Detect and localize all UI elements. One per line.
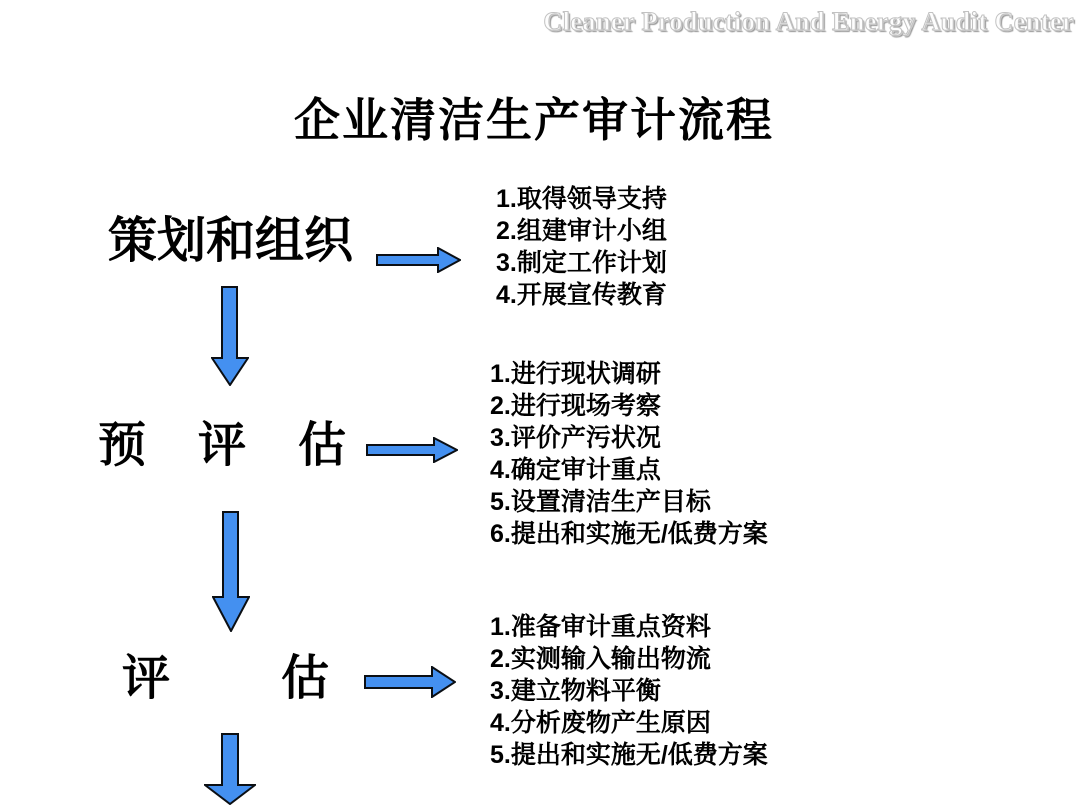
- stage-label-planning-and-organization: 策划和组织: [108, 213, 354, 268]
- list-item: 5.设置清洁生产目标: [490, 488, 711, 516]
- right-arrow-icon: [364, 666, 456, 698]
- right-arrow-icon: [376, 247, 461, 273]
- down-arrow-icon: [212, 511, 250, 632]
- list-item: 2.实测输入输出物流: [490, 645, 711, 673]
- list-item: 2.组建审计小组: [496, 217, 667, 245]
- stage-label-assessment: 评 估: [122, 652, 335, 705]
- down-arrow-icon: [204, 733, 256, 805]
- list-item: 1.进行现状调研: [490, 360, 661, 388]
- right-arrow-icon: [366, 437, 458, 463]
- list-item: 6.提出和实施无/低费方案: [490, 520, 768, 548]
- stage-label-pre-assessment: 预 评 估: [98, 419, 349, 472]
- list-item: 3.建立物料平衡: [490, 677, 661, 705]
- list-item: 5.提出和实施无/低费方案: [490, 741, 768, 769]
- list-item: 2.进行现场考察: [490, 392, 661, 420]
- page-title: 企业清洁生产审计流程: [294, 95, 774, 146]
- list-item: 1.取得领导支持: [496, 185, 667, 213]
- step-list-assessment: [490, 611, 768, 771]
- list-item: 1.准备审计重点资料: [490, 613, 711, 641]
- list-item: 4.分析废物产生原因: [490, 709, 711, 737]
- step-list-planning: [496, 183, 667, 311]
- down-arrow-icon: [211, 286, 249, 386]
- list-item: 4.确定审计重点: [490, 456, 661, 484]
- step-list-pre-assessment: [490, 358, 768, 550]
- watermark-text: Cleaner Production And Energy Audit Center: [543, 7, 1074, 36]
- list-item: 3.评价产污状况: [490, 424, 661, 452]
- list-item: 4.开展宣传教育: [496, 281, 667, 309]
- list-item: 3.制定工作计划: [496, 249, 667, 277]
